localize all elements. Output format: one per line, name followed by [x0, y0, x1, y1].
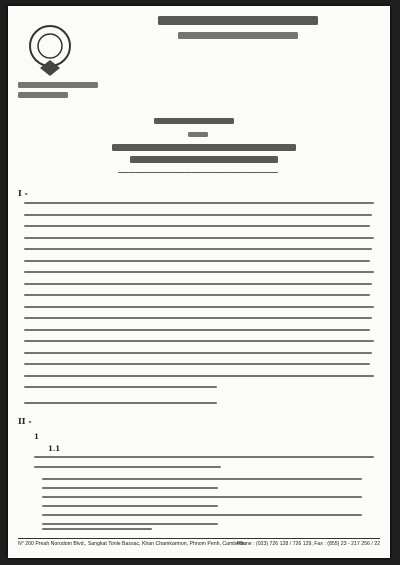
text-line [24, 225, 370, 227]
text-line [24, 317, 372, 319]
text-line [42, 496, 362, 498]
document-type-label [154, 118, 234, 124]
subsection-heading-1: 1 [34, 432, 39, 441]
text-line [42, 514, 362, 516]
text-line [42, 528, 152, 530]
title-line-2 [130, 156, 278, 163]
footer-phone-fax: Phone : (023) 726 128 / 726 129, Fax : (855) 23 - 217 256 / 22 [236, 541, 380, 547]
section-heading-2: II - [18, 416, 32, 426]
text-line [24, 283, 372, 285]
text-line [24, 386, 217, 388]
national-motto [178, 32, 298, 39]
text-line [24, 402, 217, 404]
title-about [188, 132, 208, 137]
text-line [42, 505, 218, 507]
text-line [24, 214, 372, 216]
page-footer [18, 538, 380, 547]
text-line [24, 306, 374, 308]
text-line [42, 487, 218, 489]
kingdom-heading [158, 16, 318, 25]
reference-number [18, 92, 68, 98]
text-line [24, 260, 370, 262]
text-line [34, 456, 374, 458]
document-page [8, 6, 390, 558]
text-line [24, 248, 372, 250]
text-line [24, 329, 370, 331]
section-heading-1: I - [18, 188, 28, 198]
ministry-name [18, 82, 98, 88]
title-divider [118, 172, 278, 173]
text-line [24, 363, 370, 365]
text-line [24, 237, 374, 239]
text-line [34, 466, 221, 468]
subsection-heading-1-1: 1.1 [48, 444, 61, 453]
footer-address: N° 200 Preah Norodom Blvd., Sangkat Tonle Bassac, Khan Chamkarmon, Phnom Penh, Cambodia [18, 541, 247, 547]
text-line [24, 271, 374, 273]
text-line [42, 478, 362, 480]
text-line [24, 340, 374, 342]
text-line [24, 352, 372, 354]
text-line [24, 375, 374, 377]
text-line [24, 202, 374, 204]
ministry-emblem-icon [26, 22, 74, 78]
text-line [24, 294, 370, 296]
title-line-1 [112, 144, 296, 151]
text-line [42, 523, 218, 525]
